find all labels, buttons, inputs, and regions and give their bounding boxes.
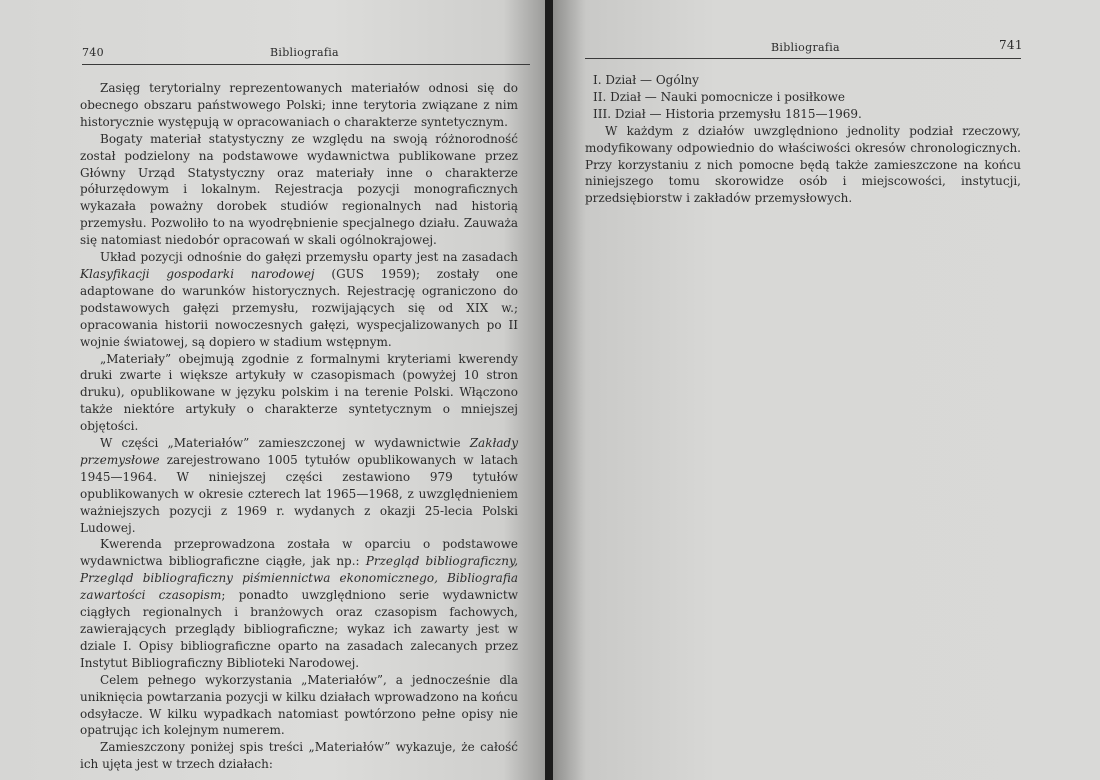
section-item: I. Dział — Ogólny — [593, 73, 699, 87]
right-page — [553, 0, 1100, 780]
section-item: II. Dział — Nauki pomocnicze i posiłkowe — [593, 89, 845, 104]
right-paragraph: W każdym z działów uwzględniono jednolity podział rzeczowy, modyfikowany odpowiednio do właściwości okresów chronologicznych. Przy korzystaniu z nich pomocne będą także zamieszczone na końcu niniejszego tomu skorowidze osób i miejscowości, instytucji, przedsiębiorstw i zakładów przemysłowych. — [585, 123, 1021, 206]
left-page — [0, 0, 547, 780]
right-page-number: 741 — [999, 38, 1023, 52]
left-page-number: 740 — [82, 46, 104, 59]
right-body-text — [585, 72, 1021, 207]
paragraph-p7: Celem pełnego wykorzystania „Materiałów”, a jednocześnie dla uniknięcia powtarzania pozycji w kilku działach wprowadzono na końcu odsyłacze. W kilku wypadkach natomiast powtórzono pełne opisy nie opatrując ich kolejnym numerem. — [80, 672, 518, 738]
paragraph-p1: Zasięg terytorialny reprezentowanych materiałów odnosi się do obecnego obszaru państwowego Polski; inne terytoria związane z nim historycznie występują w opracowaniach o charakterze syntetycznym. — [80, 81, 518, 129]
section-item: III. Dział — Historia przemysłu 1815—1969. — [593, 106, 862, 121]
paragraph-p4: „Materiały” obejmują zgodnie z formalnymi kryteriami kwerendy druki zwarte i większe artykuły w czasopismach (powyżej 10 stron druku), opublikowane w języku polskim i na terenie Polski. Włączono także niektóre artykuły o charakterze syntetycznym o mniejszej objętości. — [80, 351, 518, 434]
right-header-rule — [585, 58, 1021, 59]
left-header-rule — [82, 64, 530, 65]
paragraph-p2: Bogaty materiał statystyczny ze względu na swoją różnorodność został podzielony na podstawowe wydawnictwa publikowane przez Główny Urząd Statystyczny oraz materiały inne o charakterze półurzędowym i lokalnym. Rejestracja pozycji monograficznych wykazała poważny dorobek studiów regionalnych nad historią przemysłu. Pozwoliło to na wyodrębnienie specjalnego działu. Zauważa się natomiast niedobór opracowań w skali ogólnokrajowej. — [80, 131, 518, 248]
paragraph-p3: Układ pozycji odnośnie do gałęzi przemysłu oparty jest na zasadach Klasyfikacji gospodarki narodowej (GUS 1959); zostały one adaptowane do warunków historycznych. Rejestrację ograniczono do podstawowych gałęzi przemysłu, rozwijających się od XIX w.; opracowania historii nowoczesnych gałęzi, wyspecjalizowanych po II wojnie światowej, są dopiero w stadium wstępnym. — [80, 250, 518, 349]
left-running-head: Bibliografia — [270, 46, 339, 59]
left-body-text — [80, 80, 518, 773]
paragraph-p5: W części „Materiałów” zamieszczonej w wydawnictwie Zakłady przemysłowe zarejestrowano 1005 tytułów opublikowanych w latach 1945—1964. W niniejszej części zestawiono 979 tytułów opublikowanych w okresie czterech lat 1965—1968, z uwzględnieniem ważniejszych pozycji z 1969 r. wydanych z okazji 25-lecia Polski Ludowej. — [80, 436, 518, 535]
paragraph-p6: Kwerenda przeprowadzona została w oparciu o podstawowe wydawnictwa bibliograficzne ciągłe, jak np.: Przegląd bibliograficzny, Przegląd bibliograficzny piśmiennictwa ekonomicznego, Bibliografia zawartości czasopism; ponadto uwzględniono serie wydawnictw ciągłych regionalnych i branżowych oraz czasopism fachowych, zawierających przeglądy bibliograficzne; wykaz ich zawarty jest w dziale I. Opisy bibliograficzne oparto na zasadach zalecanych przez Instytut Bibliograficzny Biblioteki Narodowej. — [80, 537, 519, 670]
paragraph-p8: Zamieszczony poniżej spis treści „Materiałów” wykazuje, że całość ich ujęta jest w trzech działach: — [80, 740, 518, 772]
right-running-head: Bibliografia — [771, 41, 840, 54]
